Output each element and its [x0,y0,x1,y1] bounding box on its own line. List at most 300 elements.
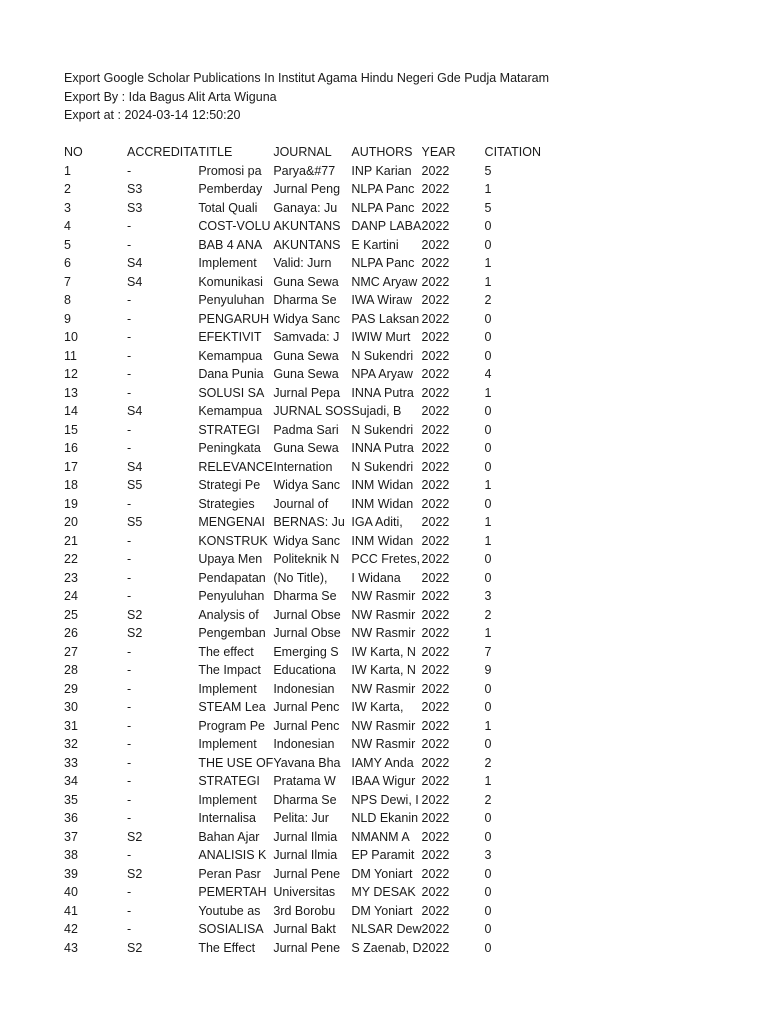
cell-journal: JURNAL SOS [273,404,352,418]
cell-title: RELEVANCE [198,459,274,474]
table-row [64,791,565,810]
cell-journal: Widya Sanc [273,533,341,548]
cell-accreditation: - [127,533,132,548]
cell-accreditation: - [127,774,132,788]
cell-accreditation: - [127,163,132,178]
cell-no: 5 [64,237,71,252]
cell-accreditation: - [127,330,132,344]
cell-authors: PCC Fretes, [351,552,421,566]
table-header-row [64,143,565,162]
cell-title: THE USE OF [198,755,274,770]
cell-authors: IWIW Murt [351,330,411,344]
export-by: Export By : Ida Bagus Alit Arta Wiguna [64,89,277,104]
cell-year: 2022 [421,533,450,548]
cell-title: Youtube as [198,903,261,918]
cell-authors: NLPA Panc [351,182,415,196]
cell-accreditation: - [127,348,132,363]
cell-authors: DM Yoniart [351,866,413,881]
cell-accreditation: - [127,589,132,603]
cell-no: 37 [64,829,78,844]
cell-no: 31 [64,718,78,733]
cell-year: 2022 [421,441,450,455]
cell-citation: 5 [484,163,492,178]
cell-no: 7 [64,274,71,289]
cell-citation: 0 [484,422,492,437]
cell-year: 2022 [421,774,450,788]
cell-authors: NW Rasmir [351,607,416,622]
cell-title: Implement [198,681,257,696]
table-row [64,402,565,421]
cell-authors: S Zaenab, D [351,940,422,955]
cell-no: 36 [64,811,78,825]
cell-no: 19 [64,496,78,511]
cell-citation: 1 [484,533,492,548]
cell-accreditation: S4 [127,256,143,270]
cell-authors: I Widana [351,570,401,585]
cell-journal: Jurnal Penc [273,718,340,733]
cell-authors: NLD Ekanin [351,811,419,825]
cell-title: Implement [198,256,257,270]
cell-title: KONSTRUK [198,533,268,548]
cell-no: 25 [64,607,78,622]
cell-authors: NLPA Panc [351,256,415,270]
cell-citation: 0 [484,885,492,899]
cell-no: 29 [64,681,78,696]
cell-year: 2022 [421,922,450,936]
cell-accreditation: - [127,237,132,252]
cell-year: 2022 [421,700,450,714]
cell-title: EFEKTIVIT [198,330,262,344]
cell-journal: Emerging S [273,644,339,659]
cell-no: 33 [64,755,78,770]
cell-citation: 2 [484,792,492,807]
cell-year: 2022 [421,681,450,696]
cell-authors: IGA Aditi, [351,515,403,529]
cell-journal: Jurnal Bakt [273,922,336,936]
cell-authors: IW Karta, N [351,644,416,659]
table-row [64,902,565,921]
cell-journal: Jurnal Pene [273,866,341,881]
cell-title: Upaya Men [198,552,263,566]
cell-no: 32 [64,737,78,751]
cell-journal: Dharma Se [273,589,337,603]
cell-no: 16 [64,441,78,455]
export-at: Export at : 2024-03-14 12:50:20 [64,108,241,122]
cell-citation: 1 [484,182,492,196]
cell-authors: Sujadi, B [351,404,402,418]
cell-year: 2022 [421,866,450,881]
cell-citation: 1 [484,274,492,289]
cell-year: 2022 [421,570,450,585]
cell-no: 30 [64,700,78,714]
table-row [64,439,565,458]
cell-title: STEAM Lea [198,700,266,714]
cell-journal: Jurnal Ilmia [273,829,338,844]
column-header-title: TITLE [198,145,233,159]
cell-accreditation: - [127,496,132,511]
cell-title: Internalisa [198,811,256,825]
cell-accreditation: - [127,903,132,918]
cell-citation: 0 [484,496,492,511]
cell-no: 18 [64,478,78,492]
cell-citation: 0 [484,219,492,233]
cell-no: 9 [64,311,71,326]
table-row [64,698,565,717]
table-row [64,735,565,754]
cell-citation: 0 [484,441,492,455]
cell-journal: Guna Sewa [273,348,339,363]
cell-title: The effect [198,644,254,659]
cell-citation: 0 [484,737,492,751]
table-row [64,661,565,680]
cell-citation: 0 [484,866,492,881]
cell-journal: Jurnal Pepa [273,385,341,400]
cell-authors: NLPA Panc [351,200,415,215]
cell-title: Promosi pa [198,163,262,178]
table-row [64,365,565,384]
cell-journal: Guna Sewa [273,274,339,289]
cell-authors: NMANM A [351,829,410,844]
cell-citation: 0 [484,552,492,566]
cell-journal: Jurnal Obse [273,607,341,622]
cell-journal: Indonesian [273,737,335,751]
cell-no: 27 [64,644,78,659]
cell-accreditation: - [127,441,132,455]
cell-year: 2022 [421,626,450,640]
cell-authors: EP Paramit [351,848,415,862]
cell-authors: NW Rasmir [351,589,416,603]
cell-citation: 0 [484,811,492,825]
publications-table [64,143,565,957]
cell-citation: 0 [484,681,492,696]
cell-year: 2022 [421,385,450,400]
cell-citation: 4 [484,367,492,381]
cell-accreditation: S2 [127,866,143,881]
cell-title: The Impact [198,663,261,677]
cell-accreditation: S2 [127,940,143,955]
table-row [64,217,565,236]
cell-accreditation: - [127,385,132,400]
cell-year: 2022 [421,737,450,751]
cell-journal: Pratama W [273,774,336,788]
cell-citation: 2 [484,607,492,622]
cell-no: 13 [64,385,78,400]
table-row [64,495,565,514]
cell-year: 2022 [421,274,450,289]
cell-title: SOSIALISA [198,922,264,936]
cell-authors: NPA Aryaw [351,367,413,381]
cell-citation: 3 [484,848,492,862]
cell-title: Peran Pasr [198,866,261,881]
cell-authors: IW Karta, [351,700,404,714]
cell-citation: 1 [484,774,492,788]
cell-accreditation: S5 [127,478,143,492]
cell-journal: Jurnal Peng [273,182,341,196]
cell-title: Komunikasi [198,274,263,289]
cell-citation: 1 [484,718,492,733]
cell-no: 20 [64,515,78,529]
cell-journal: Journal of [273,496,329,511]
cell-citation: 1 [484,478,492,492]
cell-authors: NW Rasmir [351,681,416,696]
cell-authors: INM Widan [351,533,414,548]
cell-authors: INNA Putra [351,441,414,455]
cell-title: Penyuluhan [198,293,265,307]
cell-year: 2022 [421,237,450,252]
cell-year: 2022 [421,792,450,807]
table-body [64,162,565,958]
cell-no: 35 [64,792,78,807]
cell-accreditation: - [127,681,132,696]
cell-citation: 2 [484,755,492,770]
cell-title: BAB 4 ANA [198,237,263,252]
cell-accreditation: - [127,848,132,862]
cell-citation: 1 [484,256,492,270]
cell-accreditation: - [127,737,132,751]
cell-no: 8 [64,293,71,307]
cell-authors: NMC Aryaw [351,274,418,289]
cell-year: 2022 [421,219,450,233]
cell-no: 12 [64,367,78,381]
cell-title: PEMERTAH [198,885,267,899]
cell-no: 40 [64,885,78,899]
table-row [64,310,565,329]
cell-citation: 0 [484,700,492,714]
table-row [64,476,565,495]
cell-authors: INM Widan [351,478,414,492]
cell-year: 2022 [421,200,450,215]
cell-accreditation: S2 [127,626,143,640]
cell-authors: INNA Putra [351,385,414,400]
cell-citation: 1 [484,385,492,400]
cell-year: 2022 [421,311,450,326]
table-row [64,920,565,939]
cell-no: 39 [64,866,78,881]
cell-journal: Ganaya: Ju [273,200,338,215]
cell-no: 11 [64,348,77,363]
column-header-citation: CITATION [484,145,542,159]
table-row [64,809,565,828]
cell-accreditation: - [127,219,132,233]
cell-citation: 0 [484,570,492,585]
cell-authors: IAMY Anda [351,755,414,770]
cell-accreditation: - [127,644,132,659]
cell-accreditation: - [127,311,132,326]
cell-accreditation: - [127,922,132,936]
cell-authors: NW Rasmir [351,737,416,751]
cell-title: Dana Punia [198,367,264,381]
table-row [64,347,565,366]
cell-citation: 2 [484,293,492,307]
cell-title: Penyuluhan [198,589,265,603]
cell-title: ANALISIS K [198,848,267,862]
cell-accreditation: S3 [127,182,143,196]
export-metadata [64,69,549,125]
cell-accreditation: - [127,885,132,899]
cell-accreditation: - [127,718,132,733]
cell-authors: N Sukendri [351,422,414,437]
cell-journal: Dharma Se [273,293,337,307]
cell-title: Strategies [198,496,255,511]
cell-journal: Jurnal Penc [273,700,340,714]
column-header-accreditation: ACCREDITA [127,145,199,159]
cell-journal: Pelita: Jur [273,811,329,825]
cell-year: 2022 [421,330,450,344]
cell-year: 2022 [421,589,450,603]
cell-title: STRATEGI [198,774,260,788]
cell-title: Pengemban [198,626,266,640]
table-row [64,754,565,773]
cell-title: Implement [198,792,257,807]
cell-citation: 0 [484,348,492,363]
table-row [64,606,565,625]
cell-title: Pemberday [198,182,263,196]
cell-title: Strategi Pe [198,478,261,492]
cell-year: 2022 [421,903,450,918]
cell-journal: Jurnal Pene [273,940,341,955]
cell-journal: Jurnal Ilmia [273,848,338,862]
cell-accreditation: - [127,367,132,381]
cell-journal: Politeknik N [273,552,340,566]
cell-year: 2022 [421,459,450,474]
cell-accreditation: S3 [127,200,143,215]
cell-accreditation: - [127,422,132,437]
table-row [64,199,565,218]
cell-journal: Padma Sari [273,422,339,437]
cell-accreditation: - [127,755,132,770]
cell-year: 2022 [421,940,450,955]
table-row [64,717,565,736]
cell-title: Peningkata [198,441,261,455]
cell-accreditation: - [127,552,132,566]
cell-year: 2022 [421,515,450,529]
table-row [64,587,565,606]
cell-citation: 0 [484,404,492,418]
table-row [64,643,565,662]
cell-authors: INP Karian [351,163,412,178]
cell-no: 10 [64,330,78,344]
cell-accreditation: - [127,792,132,807]
cell-no: 1 [64,163,71,178]
table-row [64,273,565,292]
column-header-no: NO [64,145,83,159]
cell-authors: MY DESAK [351,885,416,899]
cell-accreditation: - [127,700,132,714]
cell-journal: Samvada: J [273,330,340,344]
table-row [64,828,565,847]
cell-citation: 0 [484,940,492,955]
cell-citation: 1 [484,626,492,640]
cell-accreditation: S2 [127,829,143,844]
cell-authors: NLSAR Dew [351,922,422,936]
cell-journal: Jurnal Obse [273,626,341,640]
cell-journal: AKUNTANS [273,219,341,233]
table-row [64,680,565,699]
cell-title: MENGENAI [198,515,265,529]
cell-year: 2022 [421,885,450,899]
cell-accreditation: S4 [127,459,143,474]
cell-journal: Indonesian [273,681,335,696]
cell-title: Bahan Ajar [198,829,260,844]
cell-year: 2022 [421,755,450,770]
cell-authors: NW Rasmir [351,626,416,640]
cell-no: 38 [64,848,78,862]
cell-no: 17 [64,459,78,474]
table-row [64,846,565,865]
cell-authors: INM Widan [351,496,414,511]
cell-year: 2022 [421,829,450,844]
cell-citation: 0 [484,903,492,918]
cell-title: SOLUSI SA [198,385,265,400]
cell-citation: 0 [484,922,492,936]
cell-authors: DM Yoniart [351,903,413,918]
cell-journal: Widya Sanc [273,478,341,492]
column-header-authors: AUTHORS [351,145,413,159]
cell-title: PENGARUH [198,311,270,326]
cell-citation: 0 [484,829,492,844]
cell-journal: Parya&#77 [273,163,336,178]
cell-authors: N Sukendri [351,459,414,474]
table-row [64,180,565,199]
cell-title: Kemampua [198,348,263,363]
cell-title: COST-VOLU [198,219,271,233]
cell-no: 43 [64,940,78,955]
cell-citation: 5 [484,200,492,215]
cell-no: 24 [64,589,78,603]
cell-journal: Guna Sewa [273,441,339,455]
cell-no: 41 [64,903,78,918]
cell-year: 2022 [421,478,450,492]
table-row [64,384,565,403]
cell-year: 2022 [421,848,450,862]
cell-title: Program Pe [198,718,266,733]
table-row [64,569,565,588]
cell-year: 2022 [421,256,450,270]
cell-authors: IBAA Wigur [351,774,416,788]
table-row [64,513,565,532]
cell-year: 2022 [421,182,450,196]
table-row [64,162,565,181]
table-row [64,624,565,643]
cell-no: 15 [64,422,78,437]
cell-journal: AKUNTANS [273,237,341,252]
cell-year: 2022 [421,422,450,437]
cell-authors: N Sukendri [351,348,414,363]
cell-accreditation: - [127,293,132,307]
cell-year: 2022 [421,496,450,511]
cell-accreditation: S2 [127,607,143,622]
export-title: Export Google Scholar Publications In Institut Agama Hindu Negeri Gde Pudja Mataram [64,71,549,85]
cell-year: 2022 [421,644,450,659]
cell-authors: IW Karta, N [351,663,416,677]
cell-citation: 3 [484,589,492,603]
cell-year: 2022 [421,404,450,418]
cell-authors: E Kartini [351,237,399,252]
cell-authors: NPS Dewi, I [351,792,419,807]
table-row [64,865,565,884]
table-row [64,772,565,791]
cell-title: STRATEGI [198,422,260,437]
column-header-journal: JOURNAL [273,145,332,159]
cell-year: 2022 [421,367,450,381]
cell-title: Analysis of [198,607,259,622]
table-row [64,421,565,440]
cell-no: 28 [64,663,78,677]
cell-year: 2022 [421,607,450,622]
cell-title: Total Quali [198,200,258,215]
cell-journal: Valid: Jurn [273,256,332,270]
cell-accreditation: S5 [127,515,143,529]
